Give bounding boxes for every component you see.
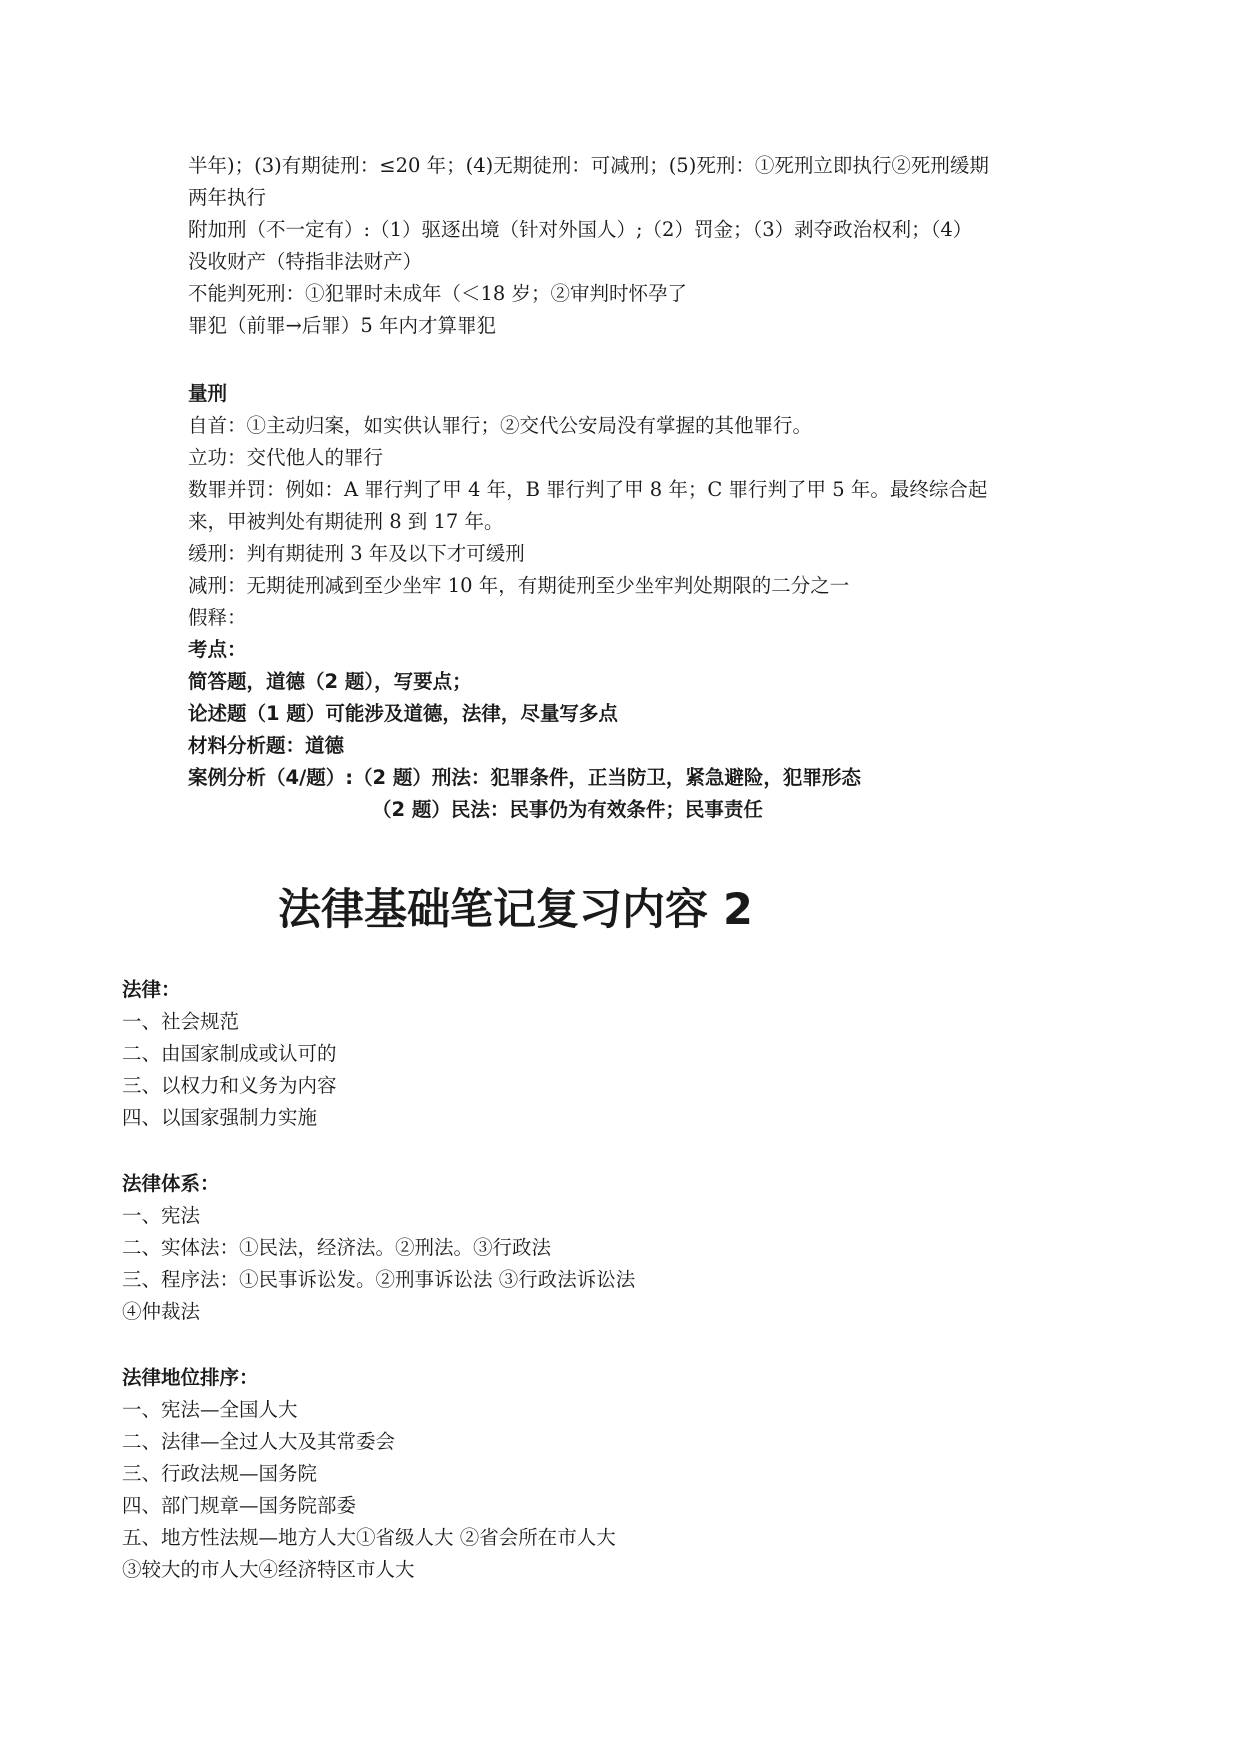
- section-heading: 法律地位排序：: [122, 1366, 259, 1389]
- text-line: 半年)；(3)有期徒刑：≤20 年；(4)无期徒刑：可减刑；(5)死刑：①死刑立即执行②死刑缓期: [188, 154, 989, 177]
- list-item: 五、地方性法规—地方人大①省级人大 ②省会所在市人大: [122, 1526, 616, 1549]
- section-heading: 量刑: [188, 382, 228, 405]
- list-item: ③较大的市人大④经济特区市人大: [122, 1558, 415, 1581]
- text-line: 立功：交代他人的罪行: [188, 446, 384, 469]
- list-item: 一、宪法—全国人大: [122, 1398, 298, 1421]
- text-line: 不能判死刑：①犯罪时未成年（＜18 岁；②审判时怀孕了: [188, 282, 688, 305]
- text-line: 数罪并罚：例如：A 罪行判了甲 4 年，B 罪行判了甲 8 年；C 罪行判了甲 5 年。最终综合起: [188, 478, 988, 501]
- exam-line: 简答题，道德（2 题），写要点；: [188, 670, 472, 693]
- text-line: 没收财产（特指非法财产）: [188, 250, 423, 273]
- list-item: 二、法律—全过人大及其常委会: [122, 1430, 396, 1453]
- list-item: 四、部门规章—国务院部委: [122, 1494, 357, 1517]
- exam-line: 材料分析题：道德: [188, 734, 345, 757]
- text-line: 罪犯（前罪→后罪）5 年内才算罪犯: [188, 314, 496, 337]
- section-heading: 法律体系：: [122, 1172, 220, 1195]
- exam-line: （2 题）民法：民事仍为有效条件；民事责任: [372, 798, 763, 821]
- list-item: 四、以国家强制力实施: [122, 1106, 318, 1129]
- list-item: ④仲裁法: [122, 1300, 201, 1323]
- exam-line: 考点：: [188, 638, 247, 661]
- text-line: 附加刑（不一定有）:（1）驱逐出境（针对外国人）;（2）罚金；（3）剥夺政治权利；（4）: [188, 218, 973, 241]
- list-item: 一、社会规范: [122, 1010, 240, 1033]
- text-line: 自首：①主动归案，如实供认罪行；②交代公安局没有掌握的其他罪行。: [188, 414, 813, 437]
- text-line: 假释：: [188, 606, 247, 629]
- list-item: 三、程序法：①民事诉讼发。②刑事诉讼法 ③行政法诉讼法: [122, 1268, 636, 1291]
- section-heading: 法律：: [122, 978, 181, 1001]
- text-line: 减刑：无期徒刑减到至少坐牢 10 年，有期徒刑至少坐牢判处期限的二分之一: [188, 574, 850, 597]
- list-item: 二、实体法：①民法，经济法。②刑法。③行政法: [122, 1236, 552, 1259]
- text-line: 两年执行: [188, 186, 267, 209]
- exam-line: 案例分析（4/题）:（2 题）刑法：犯罪条件，正当防卫，紧急避险，犯罪形态: [188, 766, 861, 789]
- list-item: 三、行政法规—国务院: [122, 1462, 318, 1485]
- text-line: 缓刑：判有期徒刑 3 年及以下才可缓刑: [188, 542, 525, 565]
- exam-line: 论述题（1 题）可能涉及道德，法律，尽量写多点: [188, 702, 618, 725]
- list-item: 二、由国家制成或认可的: [122, 1042, 337, 1065]
- list-item: 一、宪法: [122, 1204, 201, 1227]
- page-title: 法律基础笔记复习内容 2: [278, 885, 753, 935]
- text-line: 来，甲被判处有期徒刑 8 到 17 年。: [188, 510, 504, 533]
- list-item: 三、以权力和义务为内容: [122, 1074, 337, 1097]
